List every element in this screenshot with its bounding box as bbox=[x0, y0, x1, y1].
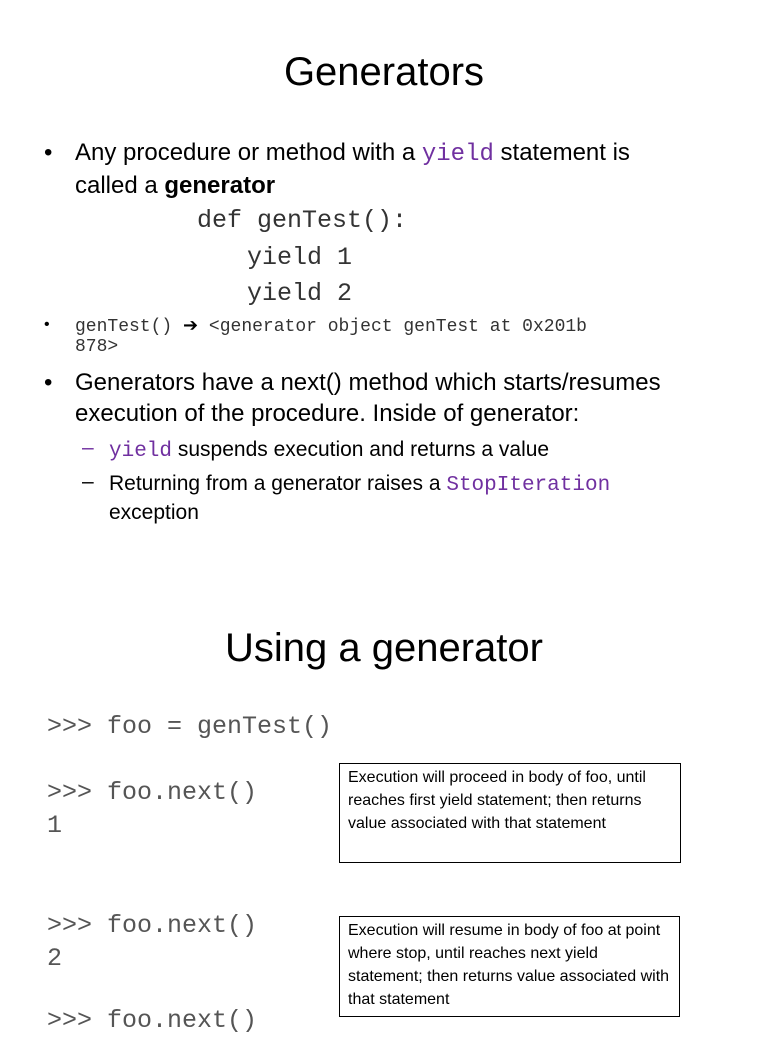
bullet-text: statement is bbox=[493, 139, 630, 166]
sub-bullet-stopiteration bbox=[109, 470, 610, 526]
gentest-call-code: genTest() bbox=[75, 317, 173, 337]
sub-bullet-text: Returning from a generator raises a bbox=[109, 472, 447, 495]
bullet-text: Generators have a next() method which starts/resumes bbox=[75, 369, 661, 396]
code-yield-1: yield 1 bbox=[247, 243, 353, 272]
sub-bullet-text: exception bbox=[109, 501, 199, 524]
bullet-marker: • bbox=[44, 316, 50, 333]
slide-title: Generators bbox=[283, 50, 485, 94]
generator-object-repr-cont: 878> bbox=[75, 337, 119, 357]
code-yield-2: yield 2 bbox=[247, 279, 353, 308]
slide-title: Using a generator bbox=[225, 626, 543, 670]
arrow-right-icon: ➔ bbox=[183, 315, 199, 336]
sub-bullet-dash: – bbox=[82, 436, 94, 459]
repl-line: >>> foo.next() bbox=[47, 778, 258, 807]
sub-bullet-text: suspends execution and returns a value bbox=[172, 438, 550, 461]
stopiteration-keyword: StopIteration bbox=[446, 474, 611, 497]
code-def-line: def genTest(): bbox=[197, 206, 408, 235]
yield-keyword: yield bbox=[421, 141, 494, 168]
repl-line: >>> foo.next() bbox=[47, 1006, 258, 1035]
callout-note: Execution will resume in body of foo at point where stop, until reaches next yield statement; then returns value associated with that statement bbox=[339, 916, 680, 1017]
bullet-next-method bbox=[75, 367, 661, 429]
bullet-gentest-call bbox=[75, 316, 587, 357]
sub-bullet-yield bbox=[109, 436, 549, 465]
generator-object-repr: <generator object genTest at 0x201b bbox=[198, 317, 587, 337]
yield-keyword: yield bbox=[109, 440, 173, 463]
bullet-text: Any procedure or method with a bbox=[75, 139, 422, 166]
repl-output: 2 bbox=[47, 944, 63, 973]
sub-bullet-dash: – bbox=[82, 470, 94, 493]
bullet-marker: • bbox=[44, 369, 53, 396]
generator-term: generator bbox=[164, 172, 276, 199]
bullet-text: execution of the procedure. Inside of generator: bbox=[75, 400, 580, 427]
repl-output: 1 bbox=[47, 811, 63, 840]
bullet-text: called a bbox=[75, 172, 165, 199]
callout-note: Execution will proceed in body of foo, until reaches first yield statement; then returns value associated with that statement bbox=[339, 763, 681, 863]
repl-line: >>> foo.next() bbox=[47, 911, 258, 940]
bullet-marker: • bbox=[44, 139, 53, 166]
bullet-generator-definition bbox=[75, 137, 630, 201]
repl-line: >>> foo = genTest() bbox=[47, 712, 333, 741]
